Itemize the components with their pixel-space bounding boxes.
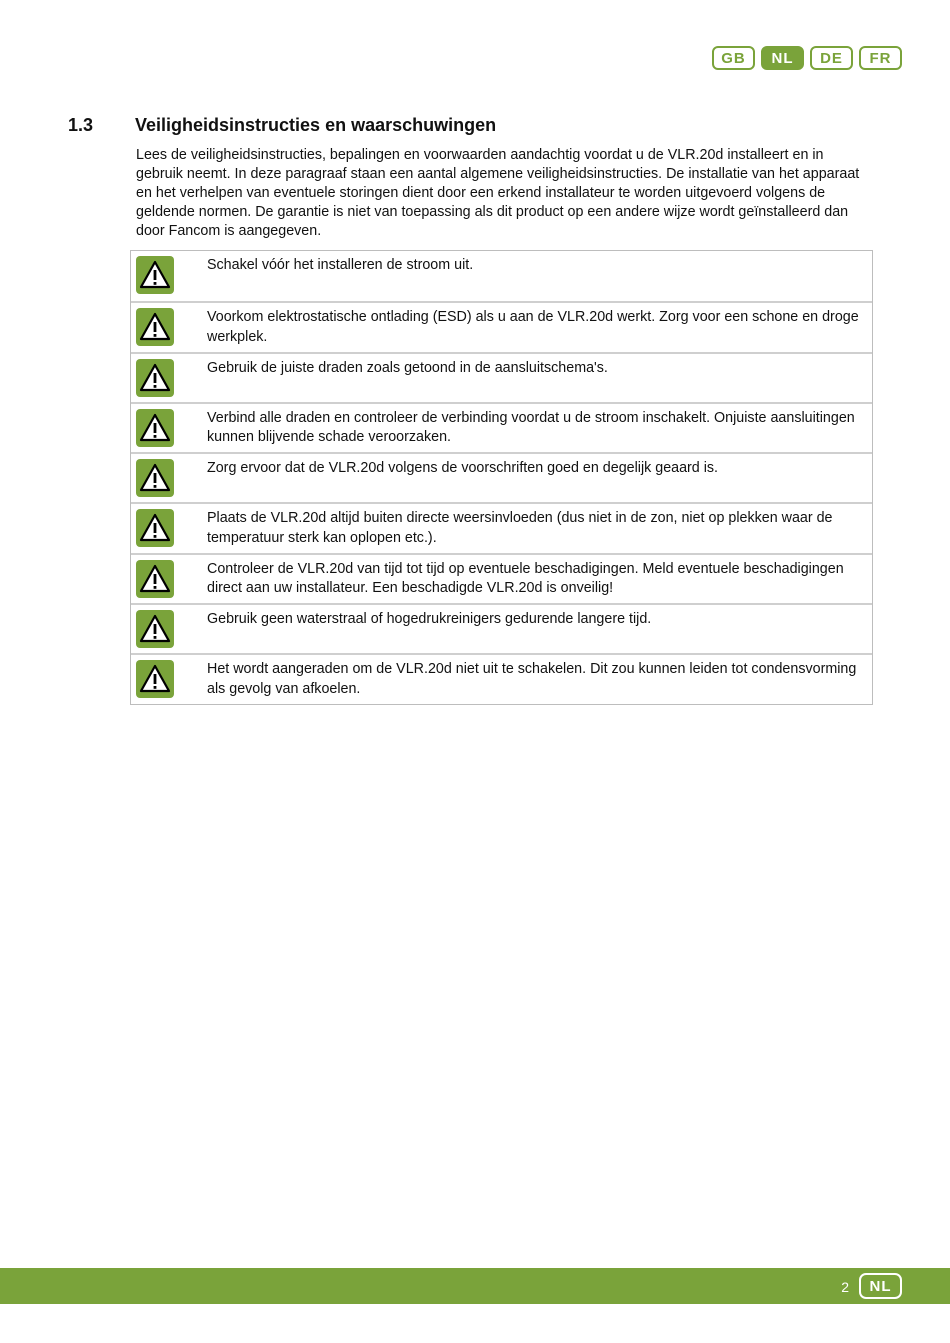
warning-row xyxy=(131,452,872,502)
warning-row xyxy=(131,603,872,653)
warning-row xyxy=(131,653,872,703)
footer-bar xyxy=(0,1268,950,1304)
warning-row xyxy=(131,352,872,402)
section-intro: Lees de veiligheidsinstructies, bepalingen en voorwaarden aandachtig voordat u de VLR.20d installeert en in gebruik neemt. In deze paragraaf staan een aantal algemene veiligheidsinstructies. De installatie van het apparaat en het verhelpen van eventuele storingen dient door een erkend installateur te worden uitgevoerd volgens de geldende normen. De garantie is niet van toepassing als dit product op een andere wijze wordt geïnstalleerd dan door Fancom is aangegeven. xyxy=(136,147,860,239)
language-tab-nl[interactable]: NL xyxy=(761,46,804,70)
warning-row xyxy=(131,301,872,351)
language-tabs xyxy=(712,46,902,70)
section-number: 1.3 xyxy=(68,115,94,135)
section-title: Veiligheidsinstructies en waarschuwingen xyxy=(135,115,497,135)
warning-text: Plaats de VLR.20d altijd buiten directe weersinvloeden (dus niet in de zon, niet op plekken waar de temperatuur sterk kan oplopen etc.). xyxy=(207,510,833,546)
language-tab-gb[interactable]: GB xyxy=(712,46,755,70)
language-tab-de[interactable]: DE xyxy=(810,46,853,70)
warning-text: Het wordt aangeraden om de VLR.20d niet uit te schakelen. Dit zou kunnen leiden tot condensvorming als gevolg van afkoelen. xyxy=(207,661,857,697)
language-tab-fr[interactable]: FR xyxy=(859,46,902,70)
warning-triangle-icon xyxy=(136,409,174,447)
warning-text: Schakel vóór het installeren de stroom uit. xyxy=(207,257,474,273)
warnings-table xyxy=(130,250,873,705)
warning-triangle-icon xyxy=(136,610,174,648)
footer-language-badge: NL xyxy=(859,1273,902,1299)
warning-text: Verbind alle draden en controleer de verbinding voordat u de stroom inschakelt. Onjuiste aansluitingen kunnen blijvende schade veroorzaken. xyxy=(207,409,855,446)
warning-triangle-icon xyxy=(136,459,174,497)
warning-triangle-icon xyxy=(136,560,174,598)
warning-text: Controleer de VLR.20d van tijd tot tijd op eventuele beschadigingen. Meld eventuele beschadigingen direct aan uw installateur. Een beschadigde VLR.20d is onveilig! xyxy=(207,560,844,597)
warning-triangle-icon xyxy=(136,660,174,698)
warning-triangle-icon xyxy=(136,509,174,547)
warning-row xyxy=(131,251,872,301)
warning-text: Gebruik de juiste draden zoals getoond in de aansluitschema's. xyxy=(207,359,608,376)
warning-triangle-icon xyxy=(136,308,174,346)
warning-text: Zorg ervoor dat de VLR.20d volgens de voorschriften goed en degelijk geaard is. xyxy=(207,460,719,477)
warning-text: Gebruik geen waterstraal of hogedrukreinigers gedurende langere tijd. xyxy=(207,611,652,628)
page-number: 2 xyxy=(841,1279,849,1295)
warning-text: Voorkom elektrostatische ontlading (ESD) als u aan de VLR.20d werkt. Zorg voor een schone en droge werkplek. xyxy=(207,309,859,345)
warning-row xyxy=(131,502,872,552)
warning-triangle-icon xyxy=(136,359,174,397)
warning-row xyxy=(131,402,872,452)
warning-row xyxy=(131,553,872,603)
warning-triangle-icon xyxy=(136,256,174,294)
